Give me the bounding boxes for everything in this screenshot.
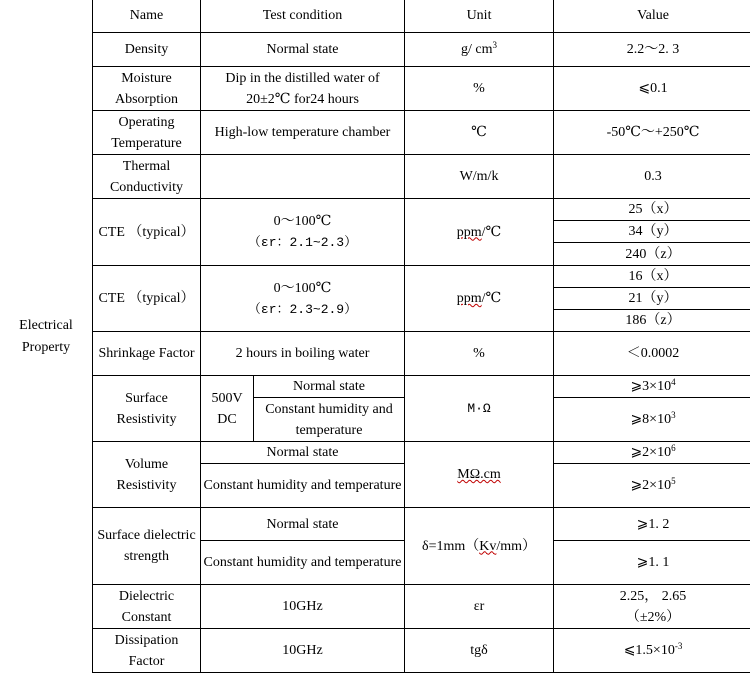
thermal-name: Thermal Conductivity [93, 155, 201, 199]
surface-res-value1-base: ⩾3×10 [630, 379, 672, 394]
shrinkage-name: Shrinkage Factor [93, 332, 201, 376]
surface-diel-unit-suffix: /mm） [496, 538, 537, 554]
surface-diel-unit-kv: Kv [479, 538, 497, 554]
shrinkage-value: ＜0.0002 [554, 332, 750, 376]
table-row [93, 332, 750, 376]
dielectric-unit: εr [405, 585, 554, 629]
moisture-name: Moisture Absorption [93, 67, 201, 111]
dissipation-value-exp: -3 [674, 641, 683, 651]
cte2-unit-suffix: /℃ [481, 291, 502, 306]
cte1-unit-prefix: ppm [456, 224, 482, 240]
table-row [93, 266, 750, 288]
surface-diel-value1: ⩾1. 2 [554, 508, 750, 541]
surface-res-value2 [554, 398, 750, 442]
density-condition: Normal state [201, 33, 405, 67]
cte1-unit [405, 199, 554, 266]
operating-condition: High-low temperature chamber [201, 111, 405, 155]
surface-res-value2-base: ⩾8×10 [630, 412, 672, 427]
volume-res-value1-exp: 6 [671, 443, 676, 453]
cte1-value-x: 25（x） [554, 199, 750, 221]
table-row [93, 199, 750, 221]
dissipation-unit: tgδ [405, 629, 554, 673]
shrinkage-condition: 2 hours in boiling water [201, 332, 405, 376]
table-row [93, 111, 750, 155]
header-name: Name [93, 0, 201, 33]
volume-res-value2-base: ⩾2×10 [630, 478, 672, 493]
surface-res-voltage: 500V DC [201, 376, 254, 442]
dielectric-value-line1: 2.25， 2.65 [619, 588, 687, 604]
moisture-value: ⩽0.1 [554, 67, 750, 111]
volume-res-value2-exp: 5 [671, 476, 676, 486]
dissipation-value [554, 629, 750, 673]
cte2-condition-line2: （εr：2.3~2.9） [247, 301, 358, 317]
surface-res-unit: M·Ω [405, 376, 554, 442]
density-unit-exp: 3 [492, 40, 498, 50]
surface-diel-value2: ⩾1. 1 [554, 541, 750, 585]
thermal-condition [201, 155, 405, 199]
shrinkage-unit: % [405, 332, 554, 376]
moisture-condition: Dip in the distilled water of 20±2℃ for24 hours [201, 67, 405, 111]
cte2-condition-line1: 0～100℃ [273, 280, 332, 296]
cte2-condition [201, 266, 405, 332]
cte1-value-y: 34（y） [554, 221, 750, 243]
table-row [93, 376, 750, 398]
density-unit-base: g/ cm [461, 42, 493, 57]
dielectric-name: Dielectric Constant [93, 585, 201, 629]
surface-diel-cond1: Normal state [201, 508, 405, 541]
surface-res-cond2: Constant humidity and temperature [254, 398, 405, 442]
density-name: Density [93, 33, 201, 67]
spec-table [92, 0, 750, 673]
operating-value: -50℃～+250℃ [554, 111, 750, 155]
table-row [93, 67, 750, 111]
surface-diel-unit [405, 508, 554, 585]
operating-name: Operating Temperature [93, 111, 201, 155]
table-row [93, 442, 750, 464]
cte1-unit-suffix: /℃ [481, 224, 502, 240]
cte2-unit-prefix: ppm [456, 291, 482, 306]
surface-diel-name: Surface dielectric strength [93, 508, 201, 585]
dissipation-name: Dissipation Factor [93, 629, 201, 673]
dissipation-value-base: ⩽1.5×10 [623, 643, 675, 658]
table-row [93, 508, 750, 541]
table-row [93, 155, 750, 199]
surface-res-value2-exp: 3 [671, 410, 676, 420]
table-row [93, 33, 750, 67]
cte1-condition [201, 199, 405, 266]
surface-res-value1 [554, 376, 750, 398]
cte1-condition-line2: （εr：2.1~2.3） [247, 235, 358, 250]
category-label: Electrical Property [19, 317, 73, 355]
surface-diel-unit-prefix: δ=1mm（ [421, 538, 480, 554]
surface-res-value1-exp: 4 [671, 377, 676, 387]
cte2-value-x: 16（x） [554, 266, 750, 288]
operating-unit: ℃ [405, 111, 554, 155]
cte1-condition-line1: 0～100℃ [273, 214, 332, 229]
cte1-name: CTE （typical） [93, 199, 201, 266]
volume-res-name: Volume Resistivity [93, 442, 201, 508]
table-row [93, 629, 750, 673]
header-condition: Test condition [201, 0, 405, 33]
cte2-value-y: 21（y） [554, 288, 750, 310]
dielectric-condition: 10GHz [201, 585, 405, 629]
header-unit: Unit [405, 0, 554, 33]
volume-res-cond2: Constant humidity and temperature [201, 464, 405, 508]
surface-diel-cond2: Constant humidity and temperature [201, 541, 405, 585]
cte2-name: CTE （typical） [93, 266, 201, 332]
moisture-unit: % [405, 67, 554, 111]
volume-res-unit [405, 442, 554, 508]
category-label-cell [0, 0, 92, 673]
volume-res-value1 [554, 442, 750, 464]
volume-res-value2 [554, 464, 750, 508]
surface-res-cond1: Normal state [254, 376, 405, 398]
dielectric-value [554, 585, 750, 629]
dissipation-condition: 10GHz [201, 629, 405, 673]
density-value: 2.2～2. 3 [554, 33, 750, 67]
thermal-unit: W/m/k [405, 155, 554, 199]
surface-res-name: Surface Resistivity [93, 376, 201, 442]
volume-res-value1-base: ⩾2×10 [630, 445, 672, 460]
cte1-value-z: 240（z） [554, 243, 750, 266]
cte2-value-z: 186（z） [554, 310, 750, 332]
cte2-unit [405, 266, 554, 332]
dielectric-value-line2: （±2%） [625, 609, 681, 625]
header-value: Value [554, 0, 750, 33]
header-row [93, 0, 750, 33]
density-unit [405, 33, 554, 67]
volume-res-unit-text: MΩ.cm [457, 467, 501, 482]
thermal-value: 0.3 [554, 155, 750, 199]
volume-res-cond1: Normal state [201, 442, 405, 464]
table-row [93, 585, 750, 629]
